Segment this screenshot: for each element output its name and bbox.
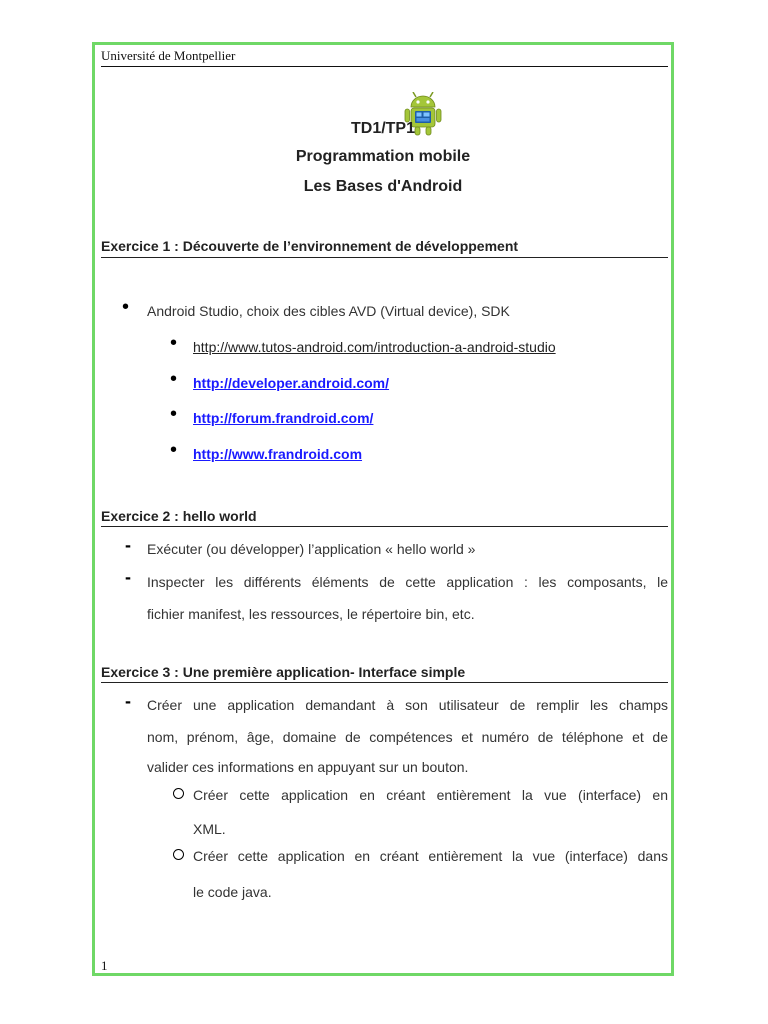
exercise2-title: Exercice 2 : hello world [101,508,257,524]
dash-marker: - [125,691,131,711]
header-university: Université de Montpellier [101,48,236,63]
circle-bullet-icon [173,849,184,860]
title-subject: Les Bases d'Android [303,178,463,195]
exercise1-bullet: Android Studio, choix des cibles AVD (Virtual device), SDK [147,303,510,319]
dash-marker: - [125,567,131,587]
title-course: Programmation mobile [295,148,471,165]
page-number: 1 [101,958,108,973]
link-forum-frandroid[interactable]: http://forum.frandroid.com/ [193,410,374,426]
exercise2-item1: Exécuter (ou développer) l’application « hello world » [147,541,476,557]
exercise2-rule [101,526,668,527]
exercise2-item2-line1: Inspecter les différents éléments de cette application : les composants, le [147,574,668,590]
circle-bullet-icon [173,788,184,799]
exercise3-item1-line1: Créer une application demandant à son utilisateur de remplir les champs [147,697,668,713]
bullet-dot: • [170,332,178,354]
exercise3-sub1-line1: Créer cette application en créant entièrement la vue (interface) en [193,787,668,803]
bullet-dot: • [170,439,178,461]
bullet-dot: • [170,368,178,390]
dash-marker: - [125,535,131,555]
link-frandroid[interactable]: http://www.frandroid.com [193,446,363,462]
header-rule [101,66,668,67]
bullet-dot: • [170,403,178,425]
link-developer-android[interactable]: http://developer.android.com/ [193,375,390,391]
exercise1-title: Exercice 1 : Découverte de l’environnement de développement [101,238,519,254]
exercise3-sub1-line2: XML. [193,821,226,837]
exercise3-sub2-line2: le code java. [193,884,272,900]
exercise3-item1-line2: nom, prénom, âge, domaine de compétences et numéro de téléphone et de [147,729,668,745]
exercise3-sub2-line1: Créer cette application en créant entièrement la vue (interface) dans [193,848,668,864]
link-tutos-android[interactable]: http://www.tutos-android.com/introduction-a-android-studio [193,339,556,355]
title-td: TD1/TP1 [350,120,415,137]
exercise2-item2-line2: fichier manifest, les ressources, le répertoire bin, etc. [147,606,475,622]
bullet-dot: • [122,296,130,318]
exercise3-title: Exercice 3 : Une première application- Interface simple [101,664,466,680]
exercise3-rule [101,682,668,683]
exercise3-item1-line3: valider ces informations en appuyant sur un bouton. [147,759,469,775]
exercise1-rule [101,257,668,258]
